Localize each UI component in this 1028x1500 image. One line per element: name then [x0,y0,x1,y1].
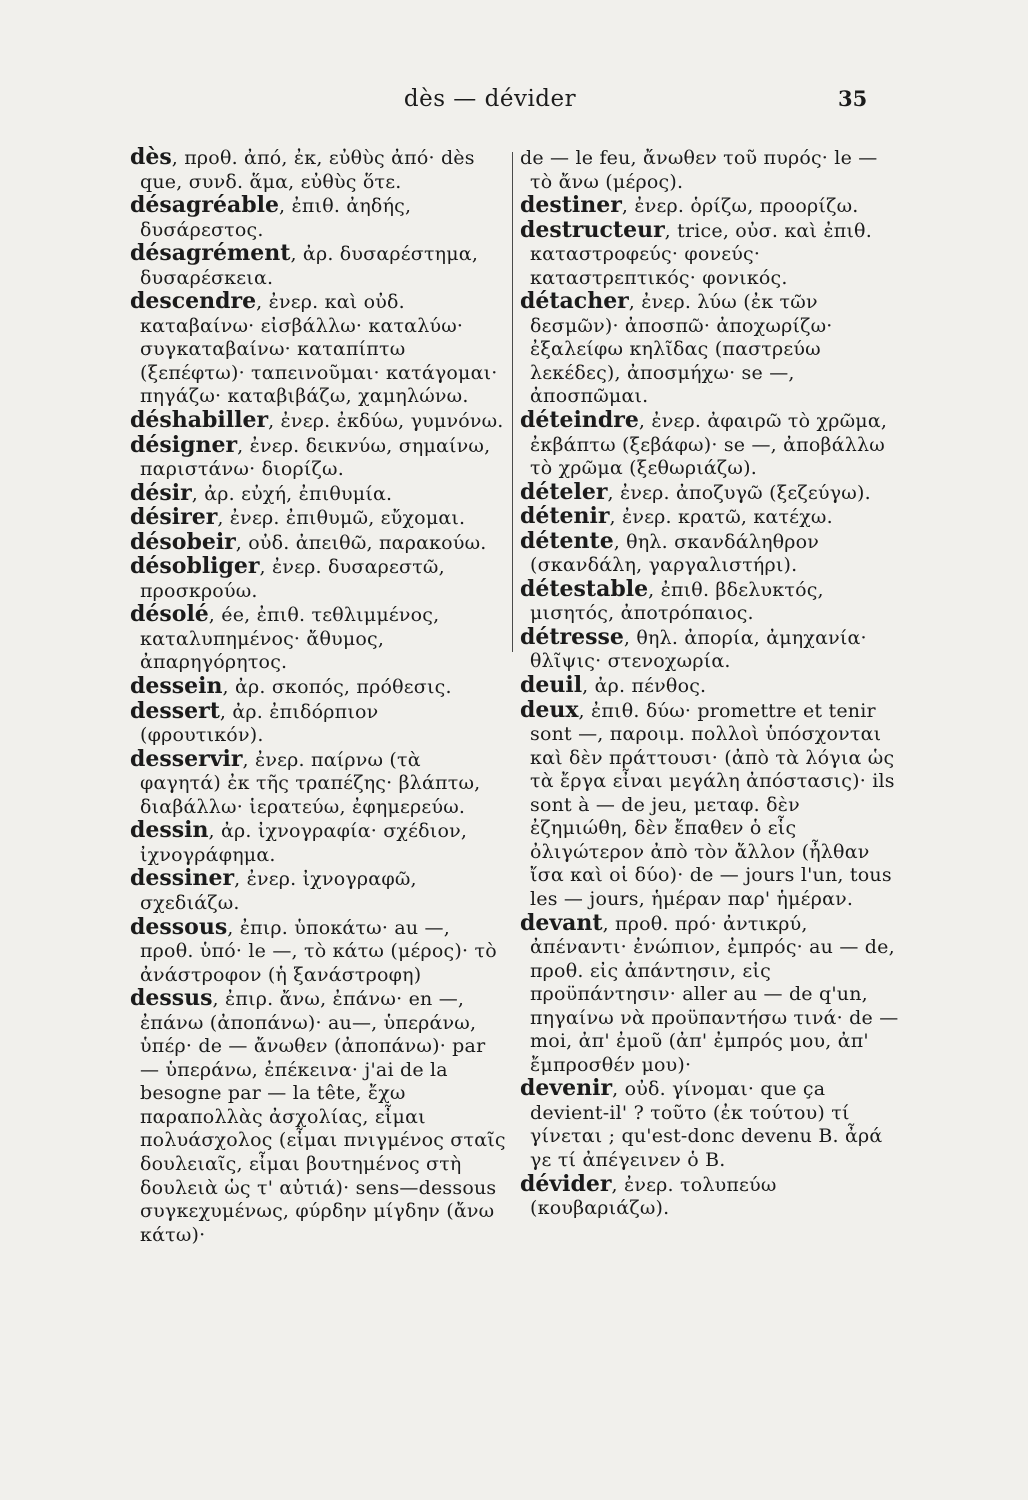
page-number: 35 [838,86,868,111]
headword: dessus [130,985,213,1012]
definition: , ἐνερ. ἰχνογραφῶ, σχεδιάζω. [140,868,417,914]
definition: , trice, οὐσ. καὶ ἐπιθ. καταστροφεύς· φονεύς· καταστρεπτικός· φονικός. [530,219,872,289]
definition: , ἐπιθ. ἀηδής, δυσάρεστος. [140,195,412,241]
headword: devenir [520,1075,613,1102]
dictionary-entry [520,1077,902,1172]
dictionary-entry [130,555,506,603]
headword: destiner [520,192,622,219]
dictionary-entry [130,819,506,867]
headword: déshabiller [130,407,269,434]
headword: dessert [130,697,220,724]
headword: dételer [520,478,608,505]
definition: , ἐνερ. ἀφαιρῶ τὸ χρῶμα, ἐκβάπτω (ξεβάφω)· se —, ἀποβάλλω τὸ χρῶμα (ξεθωριάζω). [530,410,888,480]
definition: , ἀρ. ἰχνογραφία· σχέδιον, ἰχνογράφημα. [140,820,468,866]
dictionary-entry [520,146,902,194]
dictionary-entry [520,216,902,291]
definition: , ἐνερ. ὁρίζω, προορίζω. [621,195,859,218]
definition: , ἐνερ. ἀποζυγῶ (ξεζεύγω). [607,481,871,504]
definition: , ἐνερ. παίρνω (τὰ φαγητά) ἐκ τῆς τραπέζης· βλάπτω, διαβάλλω· ἱερατεύω, ἐφημερεύω. [140,748,481,818]
headword: descendre [130,288,257,315]
definition: , ἐπιθ. βδελυκτός, μισητός, ἀποτρόπαιος. [530,578,824,625]
definition: , οὐδ. ἀπειθῶ, παρακούω. [235,531,487,554]
headword: dessiner [130,865,235,892]
dictionary-entry [520,575,902,626]
dictionary-entry [130,479,506,507]
dictionary-entry [130,867,506,915]
definition: , πρoθ. ἀπό, ἐκ, εὐθὺς ἀπό· dès que, συνδ. ἅμα, εὐθὺς ὅτε. [140,147,475,193]
headword: désagrément [130,240,291,267]
right-column [520,146,902,1221]
dictionary-entry [520,505,902,530]
definition: , ἐνερ. κρατῶ, κατέχω. [609,506,833,529]
headword: désolé [130,601,209,628]
dictionary-entry [520,909,902,1078]
dictionary-entry [520,409,902,481]
dictionary-entry [130,290,506,409]
definition: , οὐδ. γίνομαι· que ça devient-il' ? τοῦτο (ἐκ τούτου) τί γίνεται ; qu'est-donc devenu B. ἆρά γε τί ἀπέγεινεν ὁ B. [530,1078,883,1171]
headword: deuil [520,672,583,699]
definition: , ἐνερ. δυσαρεστῶ, προσκρούω. [140,556,445,602]
headword: dessous [130,913,228,940]
definition: , ἐνερ. δεικνύω, σημαίνω, παριστάνω· διορίζω. [140,434,491,481]
dictionary-entry [520,290,902,409]
column-divider [512,152,513,652]
definition: , ἀρ. εὐχή, ἐπιθυμία. [191,482,393,505]
headword: désir [130,479,192,506]
definition: , ἐπιθ. δύω· promettre et tenir sont —, παροιμ. πολλοὶ ὑπόσχονται καὶ δὲν πράττουσι· (ἀπὸ τὰ λόγια ὡς τὰ ἔργα εἶναι μεγάλη ἀπόστασις)· ils sont à — de jeu, μεταφ. δὲν ἐζημιώθη, δὲν ἔπαθεν ὁ εἷς ὀλιγώτερον ἀπὸ τὸν ἄλλον (ἦλθαν ἴσα καὶ οἱ δύο)· de — jours l'un, tous les — jours, ἡμέραν παρ' ἡμέραν. [530,699,895,910]
headword: dessein [130,673,223,700]
dictionary-entry [520,623,902,674]
headword: déteindre [520,407,639,434]
headword: dessin [130,817,209,844]
dictionary-entry [130,603,506,675]
dictionary-entry [520,527,902,578]
definition: , ée, ἐπιθ. τεθλιμμένος, καταλυπημένος· ἄθυμος, ἀπαρηγόρητος. [140,604,440,674]
definition: , ἐνερ. ἐκδύω, γυμνόνω. [268,410,504,433]
headword: désobliger [130,553,260,580]
running-title: dès — dévider [403,86,577,112]
dictionary-entry [130,431,506,482]
definition: , ἀρ. ἐπιδόρπιον (φρουτικόν). [140,700,379,747]
headword: dès [130,144,172,170]
headword: deux [520,696,579,723]
dictionary-entry [520,194,902,219]
dictionary-entry [130,697,506,748]
headword: désagréable [130,192,279,219]
dictionary-entry [130,146,506,194]
headword: détestable [520,575,649,602]
dictionary-entry [130,506,506,531]
definition: , ἐπιρ. ὑποκάτω· au —, προθ. ὑπό· le —, τὸ κάτω (μέρος)· τὸ ἀνάστροφον (ἡ ξανάστροφη) [140,916,497,986]
dictionary-entry [520,696,902,912]
headword: dévider [520,1170,612,1197]
definition: , θηλ. ἀπορία, ἀμηχανία· θλῖψις· στενοχωρία. [530,626,867,673]
dictionary-entry [520,478,902,506]
dictionary-entry [130,987,506,1247]
headword: détente [520,527,614,554]
dictionary-entry [520,674,902,699]
dictionary-entry [130,528,506,556]
left-column [130,146,506,1247]
headword: détenir [520,503,610,530]
definition: , ἐπιρ. ἄνω, ἐπάνω· en —, ἐπάνω (ἀποπάνω)· au—, ὑπεράνω, ὑπέρ· de — ἄνωθεν (ἀποπάνω)· par — ὑπεράνω, ἐπέκεινα· j'ai de la besogne par — la tête, ἔχω παραπολλὰς ἀσχολίας, εἶμαι πολυάσχολος (εἶμαι πνιγμένος σταῖς δουλειαῖς, εἶμαι βουτημένος στὴ δουλειὰ ὡς τ' αὐτιά)· sens—dessous συγκεχυμένως, φύρδην μίγδην (ἄνω κάτω)· [140,988,506,1246]
headword: désobeir [130,528,236,555]
headword: desservir [130,745,243,772]
dictionary-entry [130,242,506,290]
headword: détacher [520,288,629,315]
headword: désirer [130,504,218,531]
dictionary-entry [130,913,506,988]
headword: destructeur [520,216,665,243]
dictionary-entry [520,1170,902,1221]
dictionary-entry [130,745,506,820]
definition: , ἀρ. πένθος. [582,675,707,698]
dictionary-entry [130,194,506,242]
definition: , θηλ. σκανδάληθρον (σκανδάλη, γαργαλιστήρι). [530,530,820,577]
headword: désigner [130,431,238,458]
definition: de — le feu, ἄνωθεν τοῦ πυρός· le — τὸ ἄνω (μέρος). [520,147,878,193]
dictionary-entry [130,675,506,700]
definition: , ἐνερ. λύω (ἐκ τῶν δεσμῶν)· ἀποσπῶ· ἀποχωρίζω· ἐξαλείφω κηλῖδας (παστρεύω λεκέδες), ἀποσμήχω· se —, ἀποσπῶμαι. [530,291,833,408]
definition: , ἀρ. δυσαρέστημα, δυσαρέσκεια. [140,243,479,289]
headword: détresse [520,623,624,650]
headword: devant [520,909,603,936]
definition: , ἐνερ. τολυπεύω (κουβαριάζω). [530,1173,777,1220]
definition: , ἀρ. σκοπός, πρόθεσις. [222,676,452,699]
definition: , ἐνερ. καὶ οὐδ. καταβαίνω· εἰσβάλλω· καταλύω· συγκαταβαίνω· καταπίπτω (ξεπέφτω)· ταπεινοῦμαι· κατάγομαι· πηγάζω· καταβιβάζω, χαμηλώνω. [140,291,498,408]
dictionary-entry [130,409,506,434]
definition: , ἐνερ. ἐπιθυμῶ, εὔχομαι. [217,507,466,530]
definition: , προθ. πρό· ἀντικρύ, ἀπέναντι· ἐνώπιον, ἐμπρός· au — de, προθ. εἰς ἀπάντησιν, εἰς προϋπάντησιν· aller au — de q'un, πηγαίνω νὰ προϋπαντήσω τινά· de — moi, ἀπ' ἐμοῦ (ἀπ' ἐμπρός μου, ἀπ' ἔμπροσθέν μου)· [530,912,899,1076]
